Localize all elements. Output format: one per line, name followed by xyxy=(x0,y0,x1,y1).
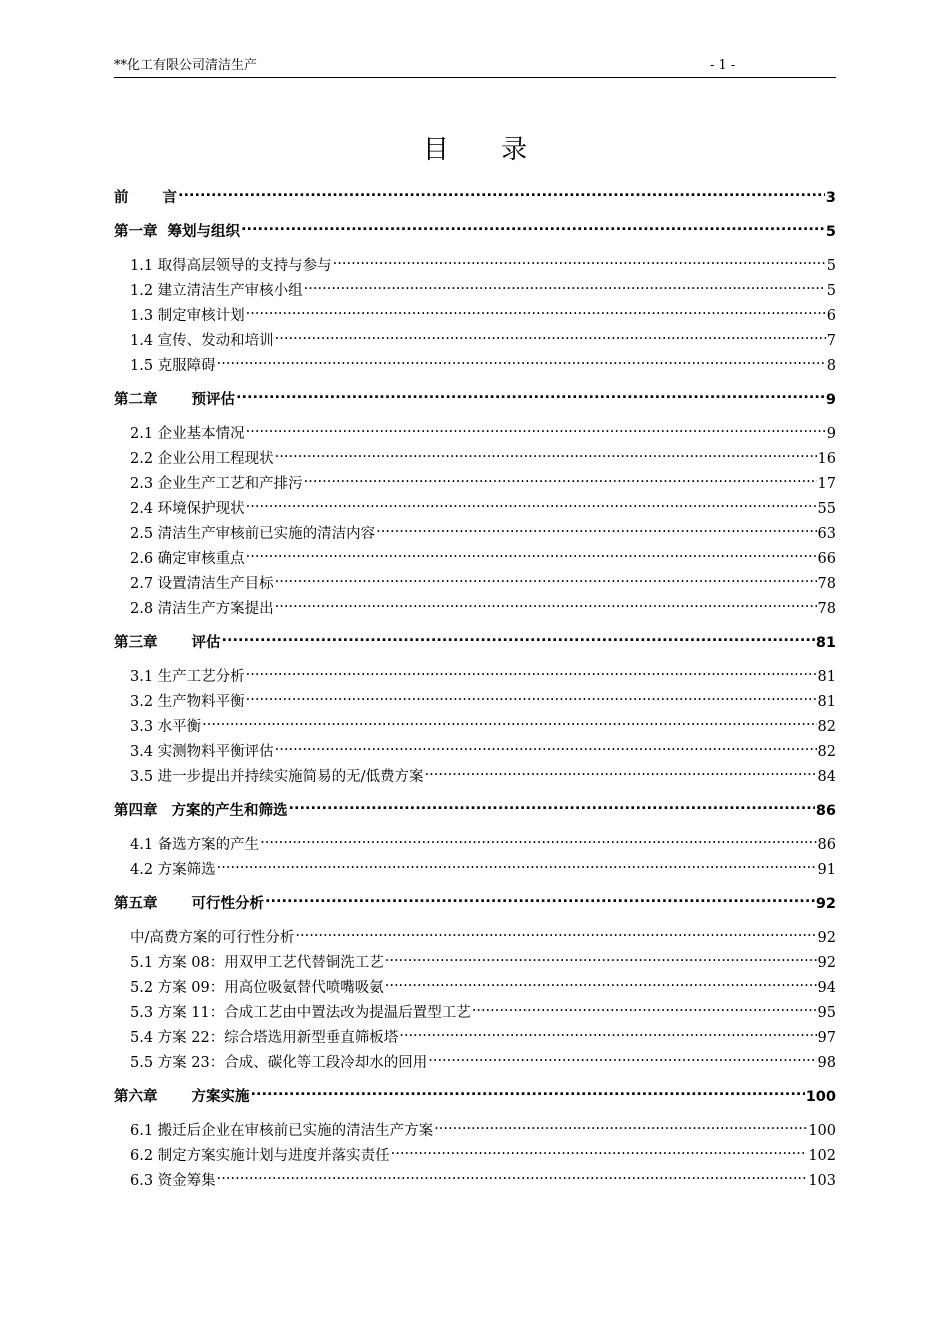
toc-entry-number: 2.4 xyxy=(130,501,154,517)
toc-section-entry[interactable] xyxy=(114,447,836,472)
toc-entry-number: 6.3 xyxy=(130,1173,154,1189)
toc-section-entry[interactable] xyxy=(114,765,836,790)
toc-entry-title: 方案 08：用双甲工艺代替铜洗工艺 xyxy=(157,955,384,971)
dot-leader xyxy=(275,449,817,464)
toc-entry-label xyxy=(114,892,264,917)
toc-entry-title: 中/高费方案的可行性分析 xyxy=(130,930,295,946)
toc-chapter-entry[interactable] xyxy=(114,220,836,245)
toc-entry-page: 82 xyxy=(817,719,836,735)
toc-entry-label xyxy=(114,388,235,413)
toc-entry-label xyxy=(130,715,201,740)
toc-entry-label xyxy=(130,1169,216,1194)
toc-entry-label xyxy=(130,572,274,597)
toc-entry-page: 6 xyxy=(826,308,836,324)
toc-entry-title: 设置清洁生产目标 xyxy=(157,576,274,592)
toc-entry-number: 5.3 xyxy=(130,1005,154,1021)
toc-entry-number: 2.5 xyxy=(130,526,154,542)
toc-entry-page: 78 xyxy=(817,601,836,617)
toc-section-entry[interactable] xyxy=(114,1169,836,1194)
toc-entry-title: 搬迁后企业在审核前已实施的清洁生产方案 xyxy=(157,1123,434,1139)
dot-leader xyxy=(246,424,826,439)
toc-entry-label xyxy=(130,926,294,951)
toc-section-entry[interactable] xyxy=(114,833,836,858)
toc-chapter-entry[interactable] xyxy=(114,799,836,824)
toc-entry-label xyxy=(130,690,245,715)
toc-section-entry[interactable] xyxy=(114,665,836,690)
toc-entry-page: 97 xyxy=(817,1030,836,1046)
toc-entry-number: 2.7 xyxy=(130,576,154,592)
toc-entry-title: 实测物料平衡评估 xyxy=(157,744,274,760)
toc-entry-title: 言 xyxy=(162,190,177,206)
toc-entry-number: 第五章 xyxy=(114,896,158,912)
toc-entry-label xyxy=(130,665,245,690)
dot-leader xyxy=(202,717,816,732)
toc-entry-number: 2.3 xyxy=(130,476,154,492)
dot-leader xyxy=(376,524,816,539)
toc-entry-number: 3.1 xyxy=(130,669,154,685)
toc-entry-number: 5.5 xyxy=(130,1055,154,1071)
toc-entry-number: 第一章 xyxy=(114,224,158,240)
toc-entry-page: 9 xyxy=(825,392,836,408)
toc-chapter-entry[interactable] xyxy=(114,1085,836,1110)
toc-entry-title: 清洁生产审核前已实施的清洁内容 xyxy=(157,526,376,542)
dot-leader xyxy=(246,499,817,514)
toc-entry-number: 1.5 xyxy=(130,358,154,374)
dot-leader xyxy=(399,1028,816,1043)
toc-entry-label xyxy=(130,472,303,497)
toc-entry-title: 取得高层领导的支持与参与 xyxy=(157,258,332,274)
dot-leader xyxy=(217,356,826,371)
header-company: **化工有限公司清洁生产 xyxy=(114,58,258,73)
toc-entry-title: 方案 23：合成、碳化等工段冷却水的回用 xyxy=(157,1055,428,1071)
dot-leader xyxy=(246,306,826,321)
toc-section-entry[interactable] xyxy=(114,1119,836,1144)
toc-entry-label xyxy=(130,597,274,622)
toc-entry-title: 评估 xyxy=(191,635,221,651)
dot-leader xyxy=(222,633,815,648)
toc-entry-label xyxy=(130,447,274,472)
toc-entry-title: 生产物料平衡 xyxy=(157,694,245,710)
toc-chapter-entry[interactable] xyxy=(114,892,836,917)
toc-entry-page: 92 xyxy=(817,930,836,946)
toc-entry-page: 81 xyxy=(817,694,836,710)
toc-section-entry[interactable] xyxy=(114,926,836,951)
toc-section-entry[interactable] xyxy=(114,858,836,883)
toc-section-entry[interactable] xyxy=(114,304,836,329)
toc-chapter-entry[interactable] xyxy=(114,388,836,413)
toc-section-entry[interactable] xyxy=(114,976,836,1001)
toc-entry-title: 环境保护现状 xyxy=(157,501,245,517)
toc-entry-page: 82 xyxy=(817,744,836,760)
toc-entry-title: 宣传、发动和培训 xyxy=(157,333,274,349)
dot-leader xyxy=(178,188,825,203)
toc-entry-label xyxy=(130,1026,398,1051)
header-page-number: - 1 - xyxy=(710,58,736,73)
toc-entry-page: 81 xyxy=(817,669,836,685)
dot-leader xyxy=(260,835,816,850)
toc-entry-title: 进一步提出并持续实施简易的无/低费方案 xyxy=(157,769,424,785)
toc-entry-page: 5 xyxy=(825,224,836,240)
toc-section-entry[interactable] xyxy=(114,422,836,447)
toc-entry-number: 2.6 xyxy=(130,551,154,567)
toc-entry-title: 建立清洁生产审核小组 xyxy=(157,283,303,299)
dot-leader xyxy=(472,1003,817,1018)
toc-entry-title: 企业公用工程现状 xyxy=(157,451,274,467)
toc-entry-label xyxy=(130,547,245,572)
dot-leader xyxy=(391,1146,808,1161)
toc-entry-number: 5.4 xyxy=(130,1030,154,1046)
dot-leader xyxy=(275,742,817,757)
toc-entry-title: 企业基本情况 xyxy=(157,426,245,442)
toc-entry-title: 克服障碍 xyxy=(157,358,216,374)
dot-leader xyxy=(425,767,817,782)
toc-entry-page: 3 xyxy=(825,190,836,206)
toc-entry-label xyxy=(130,497,245,522)
toc-chapter-entry[interactable] xyxy=(114,186,836,211)
toc-entry-label xyxy=(130,422,245,447)
toc-section-entry[interactable] xyxy=(114,522,836,547)
toc-section-entry[interactable] xyxy=(114,497,836,522)
toc-entry-title: 方案 22：综合塔选用新型垂直筛板塔 xyxy=(157,1030,399,1046)
toc-entry-title: 资金筹集 xyxy=(157,1173,216,1189)
toc-entry-page: 5 xyxy=(826,258,836,274)
toc-entry-number: 3.2 xyxy=(130,694,154,710)
dot-leader xyxy=(251,1087,805,1102)
dot-leader xyxy=(385,953,817,968)
toc-entry-title: 方案实施 xyxy=(191,1089,250,1105)
dot-leader xyxy=(241,222,825,237)
toc-section-entry[interactable] xyxy=(114,279,836,304)
toc-entry-page: 55 xyxy=(817,501,836,517)
toc-entry-title: 方案的产生和筛选 xyxy=(171,803,288,819)
toc-section-entry[interactable] xyxy=(114,1144,836,1169)
toc-section-entry[interactable] xyxy=(114,740,836,765)
toc-entry-page: 103 xyxy=(808,1173,836,1189)
toc-entry-page: 8 xyxy=(826,358,836,374)
dot-leader xyxy=(295,928,816,943)
toc-entry-label xyxy=(130,279,303,304)
toc-entry-number: 1.2 xyxy=(130,283,154,299)
toc-entry-title: 方案 11：合成工艺由中置法改为提温后置型工艺 xyxy=(157,1005,471,1021)
toc-entry-page: 84 xyxy=(817,769,836,785)
toc-entry-label xyxy=(130,354,216,379)
toc-entry-page: 5 xyxy=(826,283,836,299)
toc-entry-number: 5.2 xyxy=(130,980,154,996)
toc-entry-label xyxy=(130,833,259,858)
toc-entry-number: 6.2 xyxy=(130,1148,154,1164)
toc-entry-title: 制定方案实施计划与进度并落实责任 xyxy=(157,1148,390,1164)
toc-entry-number: 1.1 xyxy=(130,258,154,274)
toc-entry-title: 方案筛选 xyxy=(157,862,216,878)
toc-entry-title: 预评估 xyxy=(191,392,235,408)
toc-entry-page: 91 xyxy=(817,862,836,878)
dot-leader xyxy=(246,549,817,564)
toc-entry-label xyxy=(130,1144,390,1169)
toc-entry-label xyxy=(130,254,332,279)
toc-entry-title: 企业生产工艺和产排污 xyxy=(157,476,303,492)
toc-entry-page: 63 xyxy=(817,526,836,542)
toc-entry-title: 可行性分析 xyxy=(191,896,264,912)
toc-entry-number: 5.1 xyxy=(130,955,154,971)
toc-section-entry[interactable] xyxy=(114,1026,836,1051)
toc-section-entry[interactable] xyxy=(114,354,836,379)
toc-entry-label xyxy=(114,631,221,656)
toc-entry-number: 3.4 xyxy=(130,744,154,760)
toc-entry-page: 17 xyxy=(817,476,836,492)
dot-leader xyxy=(246,667,817,682)
toc-entry-page: 78 xyxy=(817,576,836,592)
toc-entry-number: 1.4 xyxy=(130,333,154,349)
dot-leader xyxy=(275,331,826,346)
toc-entry-label xyxy=(130,858,216,883)
toc-entry-title: 筹划与组织 xyxy=(167,224,240,240)
toc-entry-label xyxy=(130,765,424,790)
toc-entry-title: 清洁生产方案提出 xyxy=(157,601,274,617)
page-header xyxy=(114,56,836,78)
toc-entry-page: 86 xyxy=(815,803,836,819)
toc-entry-title: 生产工艺分析 xyxy=(157,669,245,685)
toc-entry-label xyxy=(130,1119,433,1144)
dot-leader xyxy=(333,256,826,271)
toc-entry-title: 水平衡 xyxy=(157,719,202,735)
toc-entry-title: 制定审核计划 xyxy=(157,308,245,324)
toc-entry-label xyxy=(130,522,375,547)
toc-entry-number: 前 xyxy=(114,190,129,206)
toc-section-entry[interactable] xyxy=(114,1001,836,1026)
toc-entry-label xyxy=(130,304,245,329)
toc-entry-page: 7 xyxy=(826,333,836,349)
toc-entry-page: 98 xyxy=(817,1055,836,1071)
toc-entry-number: 2.2 xyxy=(130,451,154,467)
dot-leader xyxy=(428,1053,816,1068)
dot-leader xyxy=(289,801,815,816)
dot-leader xyxy=(385,978,817,993)
toc-entry-number: 1.3 xyxy=(130,308,154,324)
toc-entry-number: 3.5 xyxy=(130,769,154,785)
dot-leader xyxy=(217,860,817,875)
toc-entry-label xyxy=(130,1001,471,1026)
dot-leader xyxy=(265,894,815,909)
toc-section-entry[interactable] xyxy=(114,1051,836,1076)
toc-entry-number: 第六章 xyxy=(114,1089,158,1105)
toc-section-entry[interactable] xyxy=(114,547,836,572)
toc-chapter-entry[interactable] xyxy=(114,631,836,656)
toc-section-entry[interactable] xyxy=(114,715,836,740)
toc-entry-page: 92 xyxy=(817,955,836,971)
toc-entry-page: 81 xyxy=(815,635,836,651)
toc-entry-label xyxy=(114,799,288,824)
toc-entry-page: 86 xyxy=(817,837,836,853)
toc-entry-number: 6.1 xyxy=(130,1123,154,1139)
toc-section-entry[interactable] xyxy=(114,572,836,597)
toc-entry-page: 66 xyxy=(817,551,836,567)
toc-entry-page: 102 xyxy=(808,1148,836,1164)
toc-entry-number: 2.8 xyxy=(130,601,154,617)
toc-entry-number: 4.2 xyxy=(130,862,154,878)
toc-entry-number: 第二章 xyxy=(114,392,158,408)
toc-section-entry[interactable] xyxy=(114,597,836,622)
toc-entry-label xyxy=(114,1085,250,1110)
toc-entry-label xyxy=(130,976,384,1001)
toc-entry-title: 备选方案的产生 xyxy=(157,837,260,853)
dot-leader xyxy=(304,474,817,489)
dot-leader xyxy=(275,599,817,614)
toc-entry-page: 100 xyxy=(805,1089,836,1105)
toc-entry-label xyxy=(130,951,384,976)
dot-leader xyxy=(304,281,826,296)
toc-entry-number: 第三章 xyxy=(114,635,158,651)
toc-section-entry[interactable] xyxy=(114,254,836,279)
toc-entry-page: 95 xyxy=(817,1005,836,1021)
toc-entry-title: 确定审核重点 xyxy=(157,551,245,567)
toc-entry-number: 3.3 xyxy=(130,719,154,735)
dot-leader xyxy=(434,1121,807,1136)
toc-entry-page: 92 xyxy=(815,896,836,912)
dot-leader xyxy=(275,574,817,589)
toc-entry-label xyxy=(130,329,274,354)
toc-entry-page: 94 xyxy=(817,980,836,996)
toc-section-entry[interactable] xyxy=(114,472,836,497)
toc-entry-label xyxy=(114,186,177,211)
toc-title: 目 录 xyxy=(422,135,550,165)
toc-entry-title: 方案 09：用高位吸氨替代喷嘴吸氨 xyxy=(157,980,384,996)
table-of-contents xyxy=(114,186,836,1194)
toc-entry-page: 9 xyxy=(826,426,836,442)
dot-leader xyxy=(217,1171,808,1186)
toc-section-entry[interactable] xyxy=(114,690,836,715)
toc-entry-number: 4.1 xyxy=(130,837,154,853)
toc-section-entry[interactable] xyxy=(114,329,836,354)
toc-section-entry[interactable] xyxy=(114,951,836,976)
toc-entry-number: 2.1 xyxy=(130,426,154,442)
toc-entry-page: 100 xyxy=(808,1123,836,1139)
toc-entry-label xyxy=(130,740,274,765)
toc-entry-label xyxy=(130,1051,427,1076)
toc-entry-page: 16 xyxy=(817,451,836,467)
dot-leader xyxy=(236,390,825,405)
dot-leader xyxy=(246,692,817,707)
toc-entry-label xyxy=(114,220,240,245)
toc-entry-number: 第四章 xyxy=(114,803,158,819)
